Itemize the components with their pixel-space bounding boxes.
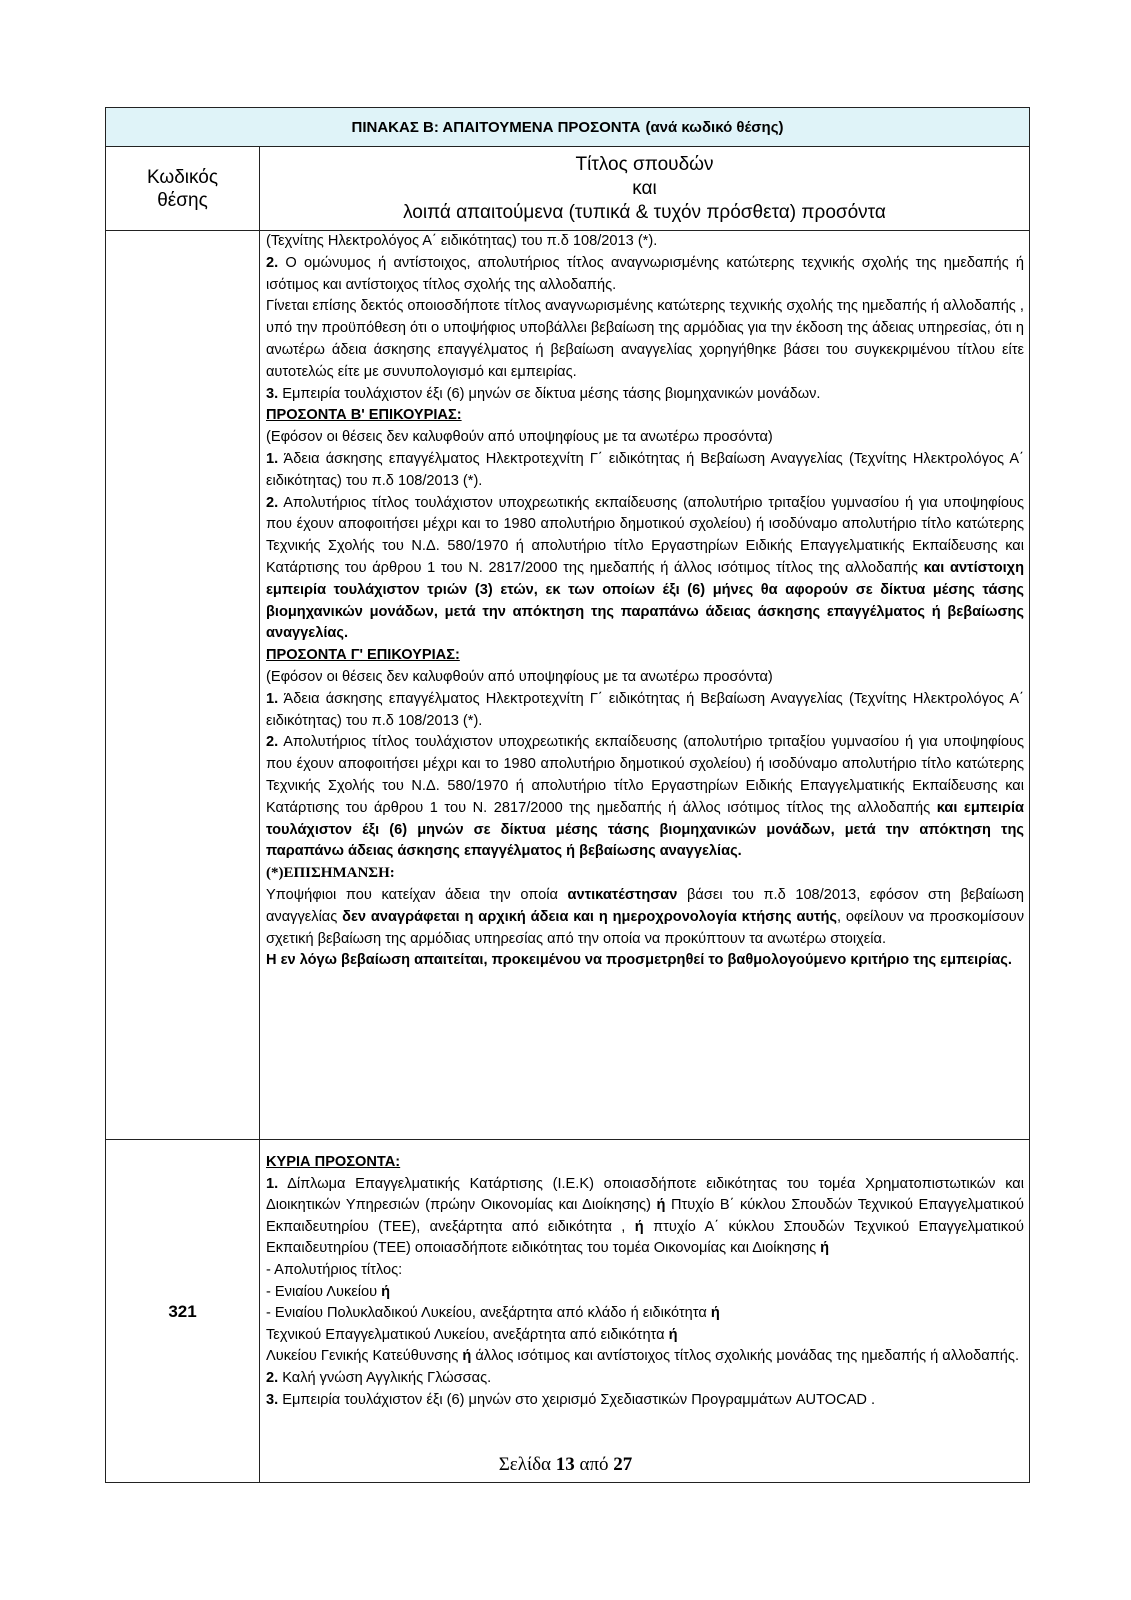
header-main-line1: Τίτλος σπουδών (575, 153, 714, 175)
table-title (106, 108, 1029, 147)
row-code-cell (106, 1140, 260, 1482)
page-number: 13 (555, 1454, 575, 1475)
header-code-line1: Κωδικός (146, 166, 219, 188)
paragraph: 2. Ο ομώνυμος ή αντίστοιχος, απολυτήριος τίτλος αναγνωρισμένης κατώτερης τεχνικής σχολής της ημεδαπής ή ισότιμος και αντίστοιχος τίτλος σχολής της αλλοδαπής. (266, 254, 1024, 293)
paragraph: (Τεχνίτης Ηλεκτρολόγος Α΄ ειδικότητας) του π.δ 108/2013 (*). (266, 233, 658, 249)
paragraph: 2. Απολυτήριος τίτλος τουλάχιστον υποχρεωτικής εκπαίδευσης (απολυτήριο τριταξίου γυμνασίου ή για υποψηφίους που έχουν αποφοιτήσει μέχρι και το 1980 απολυτήριο δημοτικού σχολείου) ή ισοδύναμο απολυτήριο τίτλο κατώτερης Τεχνικής Σχολής του Ν.Δ. 580/1970 ή απολυτήριο τίτλο Εργαστηρίων Ειδικής Επαγγελματικής Εκπαίδευσης και Κατάρτισης του άρθρου 1 του Ν. 2817/2000 της ημεδαπής ή άλλος ισότιμος τίτλος της αλλοδαπής και αντίστοιχη εμπειρία τουλάχιστον τριών (3) ετών, εκ των οποίων έξι (6) μήνες θα αφορούν σε δίκτυα μέσης τάσης βιομηχανικών μονάδων, μετά την απόκτηση της παραπάνω άδειας άσκησης επαγγέλματος ή βεβαίωσης αναγγελίας. (266, 494, 1024, 642)
paragraph: 3. Εμπειρία τουλάχιστον έξι (6) μηνών σε δίκτυα μέσης τάσης βιομηχανικών μονάδων. (266, 385, 821, 402)
table-header-row (106, 147, 1029, 231)
row-code-cell (106, 231, 260, 1139)
paragraph: 2. Καλή γνώση Αγγλικής Γλώσσας. (266, 1369, 492, 1386)
page-total: 27 (613, 1454, 633, 1475)
header-code-line2: θέσης (157, 189, 208, 211)
paragraph: Γίνεται επίσης δεκτός οποιοσδήποτε τίτλος αναγνωρισμένης κατώτερης τεχνικής σχολής της ημεδαπής ή αλλοδαπής , υπό την προϋπόθεση ότι ο υποψήφιος υποβάλλει βεβαίωση της αρμόδιας για την έκδοση της άδειας υπηρεσίας, ότι η ανωτέρω άδεια άσκησης επαγγέλματος ή βεβαίωση αναγγελίας χορηγήθηκε βάσει του συγκεκριμένου τίτλου είτε αυτοτελώς είτε με συνυπολογισμό και εμπειρίας. (266, 298, 1024, 380)
row-requirements-cell (260, 231, 1029, 1139)
paragraph: (Εφόσον οι θέσεις δεν καλυφθούν από υποψηφίους με τα ανωτέρω προσόντα) (266, 429, 773, 446)
page-word: Σελίδα (498, 1454, 556, 1475)
paragraph: - Ενιαίου Πολυκλαδικού Λυκείου, ανεξάρτητα από κλάδο ή ειδικότητα ή (266, 1305, 720, 1322)
header-main-cell (260, 147, 1029, 230)
header-main-line2: και (632, 177, 657, 199)
header-main-line3: λοιπά απαιτούμενα (τυπικά & τυχόν πρόσθετα) προσόντα (403, 201, 886, 223)
table-title-sub: (ανά κωδικό θέσης) (645, 118, 784, 136)
section-heading-main: ΚΥΡΙΑ ΠΡΟΣΟΝΤΑ: (266, 1154, 401, 1170)
paragraph: - Ενιαίου Λυκείου ή (266, 1283, 391, 1300)
note-heading: (*)ΕΠΙΣΗΜΑΝΣΗ: (266, 865, 395, 882)
row-requirements-cell (260, 1140, 1029, 1482)
table-row (106, 1140, 1029, 1482)
section-heading-b: ΠΡΟΣΟΝΤΑ Β' ΕΠΙΚΟΥΡΙΑΣ: (266, 407, 462, 424)
paragraph: 3. Εμπειρία τουλάχιστον έξι (6) μηνών στο χειρισμό Σχεδιαστικών Προγραμμάτων AUTOCAD . (266, 1391, 876, 1408)
paragraph: (Εφόσον οι θέσεις δεν καλυφθούν από υποψηφίους με τα ανωτέρω προσόντα) (266, 668, 773, 685)
of-word: από (574, 1454, 614, 1475)
section-heading-c: ΠΡΟΣΟΝΤΑ Γ' ΕΠΙΚΟΥΡΙΑΣ: (266, 647, 460, 664)
paragraph: 1. Άδεια άσκησης επαγγέλματος Ηλεκτροτεχνίτη Γ΄ ειδικότητας ή Βεβαίωση Αναγγελίας (Τεχνίτης Ηλεκτρολόγος Α΄ ειδικότητας) του π.δ 108/2013 (*). (266, 690, 1024, 729)
paragraph: 1. Δίπλωμα Επαγγελματικής Κατάρτισης (Ι.Ε.Κ) οποιασδήποτε ειδικότητας του τομέα Χρηματοπιστωτικών και Διοικητικών Υπηρεσιών (πρώην Οικονομίας και Διοίκησης) ή Πτυχίο Β΄ κύκλου Σπουδών Τεχνικού Επαγγελματικού Εκπαιδευτηρίου (ΤΕΕ), ανεξάρτητα από ειδικότητα , ή πτυχίο Α΄ κύκλου Σπουδών Τεχνικού Επαγγελματικού Εκπαιδευτηρίου (ΤΕΕ) οποιασδήποτε ειδικότητας του τομέα Οικονομίας και Διοίκησης ή (266, 1175, 1024, 1257)
note-final: Η εν λόγω βεβαίωση απαιτείται, προκειμένου να προσμετρηθεί το βαθμολογούμενο κριτήριο της εμπειρίας. (266, 952, 1012, 969)
table-title-main: ΠΙΝΑΚΑΣ Β: ΑΠΑΙΤΟΥΜΕΝΑ ΠΡΟΣΟΝΤΑ (351, 118, 641, 136)
paragraph: 2. Απολυτήριος τίτλος τουλάχιστον υποχρεωτικής εκπαίδευσης (απολυτήριο τριταξίου γυμνασίου ή για υποψηφίους που έχουν αποφοιτήσει μέχρι και το 1980 απολυτήριο δημοτικού σχολείου) ή ισοδύναμο απολυτήριο τίτλο κατώτερης Τεχνικής Σχολής του Ν.Δ. 580/1970 ή απολυτήριο τίτλο Εργαστηρίων Ειδικής Επαγγελματικής Εκπαίδευσης και Κατάρτισης του άρθρου 1 του Ν. 2817/2000 της ημεδαπής ή άλλος ισότιμος τίτλος της αλλοδαπής και εμπειρία τουλάχιστον έξι (6) μηνών σε δίκτυα μέσης τάσης βιομηχανικών μονάδων, μετά την απόκτηση της παραπάνω άδειας άσκησης επαγγέλματος ή βεβαίωσης αναγγελίας. (266, 734, 1024, 860)
paragraph: - Απολυτήριος τίτλος: (266, 1261, 403, 1278)
paragraph: Τεχνικού Επαγγελματικού Λυκείου, ανεξάρτητα από ειδικότητα ή (266, 1326, 678, 1343)
paragraph: 1. Άδεια άσκησης επαγγέλματος Ηλεκτροτεχνίτη Γ΄ ειδικότητας ή Βεβαίωση Αναγγελίας (Τεχνίτης Ηλεκτρολόγος Α΄ ειδικότητας) του π.δ 108/2013 (*). (266, 450, 1024, 489)
requirements-table (105, 107, 1030, 1483)
position-code: 321 (168, 1301, 197, 1321)
page-footer (0, 1454, 1131, 1476)
table-row (106, 231, 1029, 1140)
paragraph: Λυκείου Γενικής Κατεύθυνσης ή άλλος ισότιμος και αντίστοιχος τίτλος σχολικής μονάδας της ημεδαπής ή αλλοδαπής. (266, 1348, 1020, 1365)
note-paragraph: Υποψήφιοι που κατείχαν άδεια την οποία αντικατέστησαν βάσει του π.δ 108/2013, εφόσον στη βεβαίωση αναγγελίας δεν αναγράφεται η αρχική άδεια και η ημερoχρονολογία κτήσης αυτής, οφείλουν να προσκομίσουν σχετική βεβαίωση της αρμόδιας υπηρεσίας από την οποία να προκύπτουν τα ανωτέρω στοιχεία. (266, 886, 1024, 947)
header-code-cell (106, 147, 260, 230)
